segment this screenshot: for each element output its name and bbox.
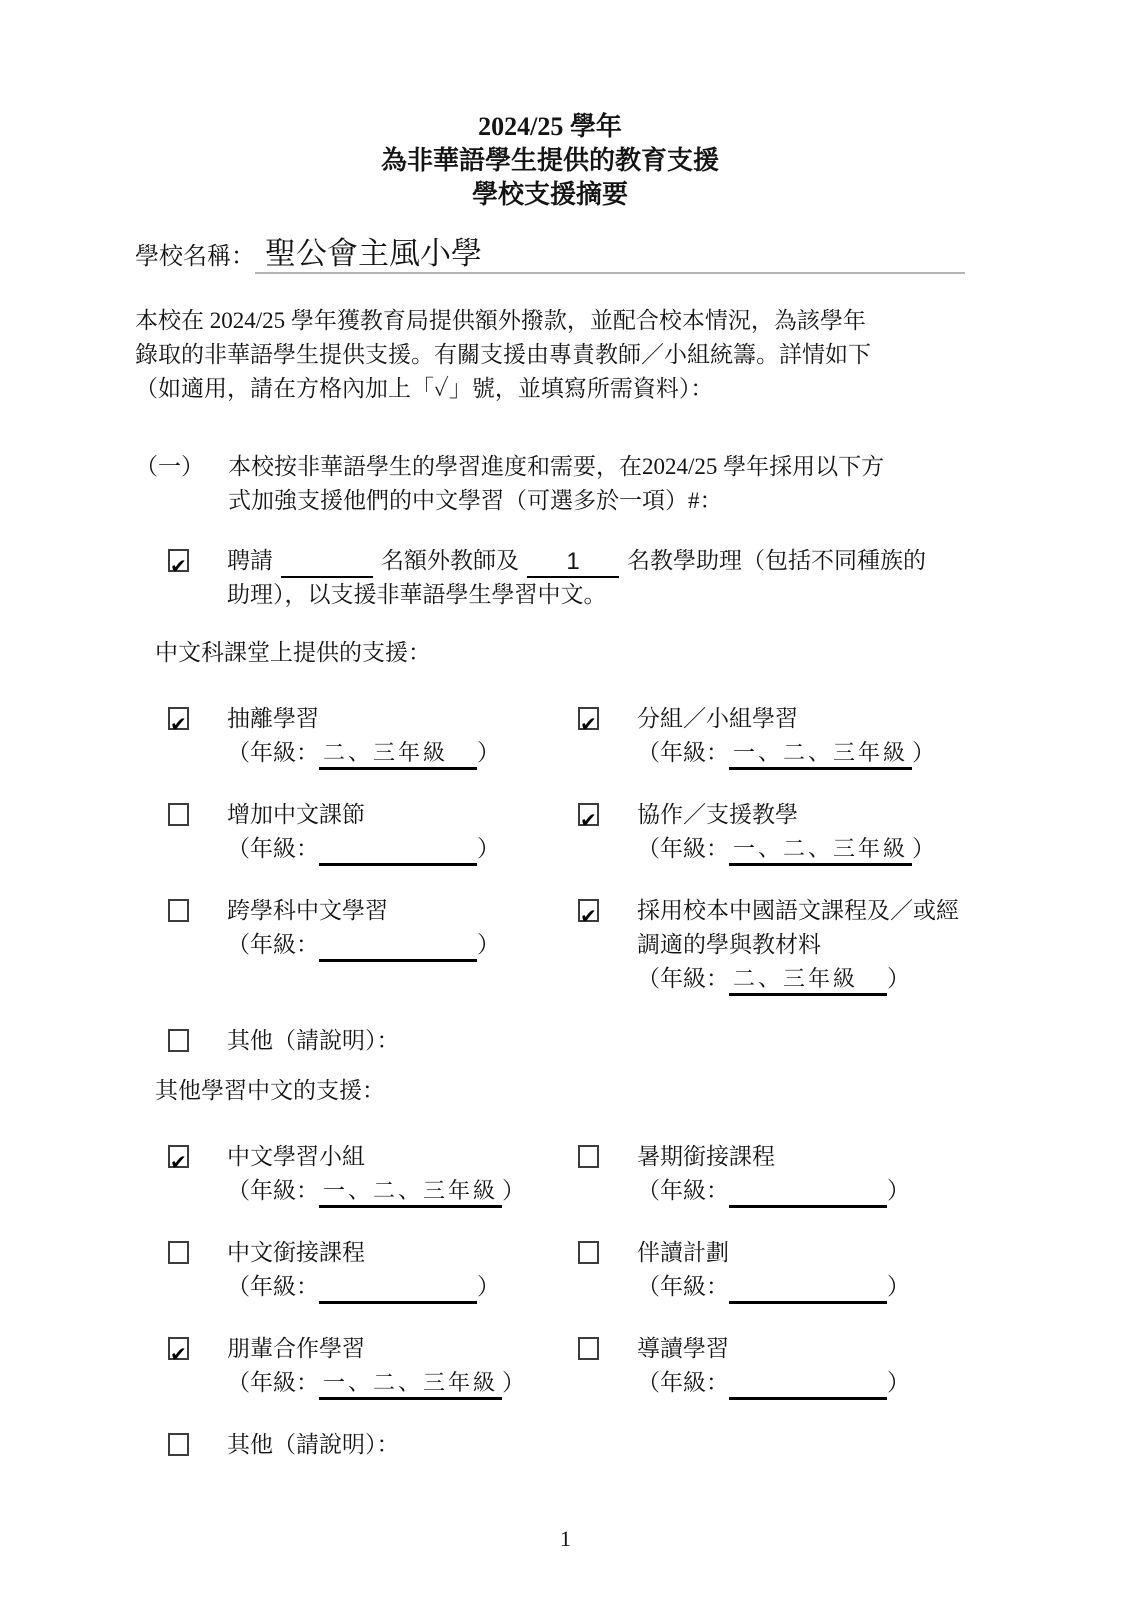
extra-teachers-count-field[interactable] bbox=[281, 548, 373, 578]
grade-prefix: （年級： bbox=[637, 836, 729, 861]
item-group-learning bbox=[545, 702, 965, 770]
item-chinese-learning-group bbox=[135, 1140, 545, 1208]
other-support-grid bbox=[135, 1140, 965, 1462]
school-name-row bbox=[135, 236, 965, 274]
item-reading-buddy bbox=[545, 1236, 965, 1304]
pullout-learning-checkbox[interactable] bbox=[168, 707, 189, 730]
item-summer-bridging bbox=[545, 1140, 965, 1208]
cross-curricular-chinese-checkbox[interactable] bbox=[168, 899, 189, 922]
section-one-line-2: 式加強支援他們的中文學習（可選多於一項）#： bbox=[228, 488, 723, 513]
document-title bbox=[135, 110, 965, 212]
item-chinese-bridging bbox=[135, 1236, 545, 1304]
grade-prefix: （年級： bbox=[227, 740, 319, 765]
grade-prefix: （年級： bbox=[227, 836, 319, 861]
grade-prefix: （年級： bbox=[637, 1178, 729, 1203]
school-based-curriculum-grade-field[interactable]: 二、三年級 bbox=[729, 964, 887, 996]
grade-suffix: ） bbox=[502, 1370, 526, 1395]
teaching-assistants-count-field[interactable]: 1 bbox=[527, 548, 619, 578]
grade-suffix: ） bbox=[887, 966, 910, 991]
grade-suffix: ） bbox=[502, 1178, 526, 1203]
item-co-teaching bbox=[545, 798, 965, 866]
hire-seg1: 聘請 bbox=[227, 548, 273, 573]
title-line-programme: 為非華語學生提供的教育支援 bbox=[380, 146, 719, 175]
peer-learning-checkbox[interactable] bbox=[168, 1337, 189, 1360]
extra-chinese-lessons-checkbox[interactable] bbox=[168, 803, 189, 826]
reading-buddy-grade-field[interactable] bbox=[729, 1272, 887, 1304]
item-cross-curricular-chinese bbox=[135, 894, 545, 996]
grade-suffix: ） bbox=[912, 836, 936, 861]
grade-suffix: ） bbox=[887, 1370, 910, 1395]
peer-learning-grade-field[interactable]: 一、二、三年級 bbox=[319, 1368, 502, 1400]
grade-suffix: ） bbox=[477, 1274, 500, 1299]
intro-line-3: （如適用，請在方格內加上「✓」號，並填寫所需資料）： bbox=[135, 376, 714, 401]
hire-seg3: 名教學助理（包括不同種族的 bbox=[627, 548, 926, 573]
item-label: 導讀學習 bbox=[637, 1336, 729, 1361]
item-label: 其他（請說明）： bbox=[227, 1028, 400, 1053]
classroom-support-heading: 中文科課堂上提供的支援： bbox=[155, 640, 431, 665]
item-label: 分組／小組學習 bbox=[637, 706, 798, 731]
item-extra-chinese-lessons bbox=[135, 798, 545, 866]
grade-prefix: （年級： bbox=[637, 1370, 729, 1395]
item-pullout-learning bbox=[135, 702, 545, 770]
co-teaching-grade-field[interactable]: 一、二、三年級 bbox=[729, 834, 912, 866]
classroom-support-grid bbox=[135, 702, 965, 1058]
item-label: 伴讀計劃 bbox=[637, 1240, 729, 1265]
school-name-field[interactable]: 聖公會主風小學 bbox=[255, 236, 965, 274]
hire-staff-item bbox=[135, 544, 965, 612]
chinese-bridging-checkbox[interactable] bbox=[168, 1241, 189, 1264]
title-line-year: 2024/25 學年 bbox=[478, 112, 622, 141]
co-teaching-checkbox[interactable] bbox=[578, 803, 599, 826]
item-label: 中文銜接課程 bbox=[227, 1240, 365, 1265]
item-other-support-other bbox=[135, 1428, 545, 1462]
summer-bridging-grade-field[interactable] bbox=[729, 1176, 887, 1208]
section-one-heading bbox=[135, 450, 965, 518]
grade-prefix: （年級： bbox=[227, 932, 319, 957]
item-label: 採用校本中國語文課程及／或經調適的學與教材料 bbox=[637, 898, 959, 957]
grade-prefix: （年級： bbox=[637, 740, 729, 765]
chinese-bridging-grade-field[interactable] bbox=[319, 1272, 477, 1304]
guided-reading-grade-field[interactable] bbox=[729, 1368, 887, 1400]
grade-suffix: ） bbox=[912, 740, 936, 765]
title-line-summary: 學校支援摘要 bbox=[471, 180, 628, 209]
item-label: 抽離學習 bbox=[227, 706, 319, 731]
grade-prefix: （年級： bbox=[227, 1370, 319, 1395]
section-one-line-1: 本校按非華語學生的學習進度和需要，在2024/25 學年採用以下方 bbox=[228, 454, 885, 479]
item-school-based-curriculum bbox=[545, 894, 965, 996]
section-one-text bbox=[228, 450, 965, 518]
item-label: 朋輩合作學習 bbox=[227, 1336, 365, 1361]
classroom-other-checkbox[interactable] bbox=[168, 1029, 189, 1052]
hire-seg2: 名額外教師及 bbox=[381, 548, 519, 573]
reading-buddy-checkbox[interactable] bbox=[578, 1241, 599, 1264]
intro-paragraph bbox=[135, 304, 965, 406]
section-one-marker: （一） bbox=[135, 454, 204, 479]
grade-suffix: ） bbox=[477, 836, 500, 861]
item-label: 暑期銜接課程 bbox=[637, 1144, 775, 1169]
intro-line-2: 錄取的非華語學生提供支援。有關支援由專責教師／小組統籌。詳情如下 bbox=[135, 342, 871, 367]
intro-line-1: 本校在 2024/25 學年獲教育局提供額外撥款，並配合校本情況，為該學年 bbox=[135, 308, 866, 333]
grade-prefix: （年級： bbox=[637, 1274, 729, 1299]
grade-suffix: ） bbox=[887, 1274, 910, 1299]
other-support-other-checkbox[interactable] bbox=[168, 1433, 189, 1456]
hire-staff-checkbox[interactable] bbox=[168, 549, 189, 572]
other-support-heading: 其他學習中文的支援： bbox=[155, 1078, 385, 1103]
hire-staff-text bbox=[227, 544, 965, 612]
hire-seg4: 助理），以支援非華語學生學習中文。 bbox=[227, 582, 607, 607]
page-number: 1 bbox=[560, 1526, 571, 1551]
item-label: 其他（請說明）： bbox=[227, 1432, 400, 1457]
cross-curricular-chinese-grade-field[interactable] bbox=[319, 930, 477, 962]
grade-suffix: ） bbox=[887, 1178, 910, 1203]
chinese-learning-group-checkbox[interactable] bbox=[168, 1145, 189, 1168]
item-label: 協作／支援教學 bbox=[637, 802, 798, 827]
item-label: 跨學科中文學習 bbox=[227, 898, 388, 923]
grade-suffix: ） bbox=[477, 740, 500, 765]
school-name-label: 學校名稱： bbox=[135, 244, 255, 270]
extra-chinese-lessons-grade-field[interactable] bbox=[319, 834, 477, 866]
grade-prefix: （年級： bbox=[637, 966, 729, 991]
item-label: 增加中文課節 bbox=[227, 802, 365, 827]
summer-bridging-checkbox[interactable] bbox=[578, 1145, 599, 1168]
item-classroom-other bbox=[135, 1024, 545, 1058]
group-learning-checkbox[interactable] bbox=[578, 707, 599, 730]
grade-prefix: （年級： bbox=[227, 1178, 319, 1203]
school-based-curriculum-checkbox[interactable] bbox=[578, 899, 599, 922]
item-guided-reading bbox=[545, 1332, 965, 1400]
group-learning-grade-field[interactable]: 一、二、三年級 bbox=[729, 738, 912, 770]
grade-prefix: （年級： bbox=[227, 1274, 319, 1299]
pullout-learning-grade-field[interactable]: 二、三年級 bbox=[319, 738, 477, 770]
item-label: 中文學習小組 bbox=[227, 1144, 365, 1169]
guided-reading-checkbox[interactable] bbox=[578, 1337, 599, 1360]
item-peer-learning bbox=[135, 1332, 545, 1400]
chinese-learning-group-grade-field[interactable]: 一、二、三年級 bbox=[319, 1176, 502, 1208]
grade-suffix: ） bbox=[477, 932, 500, 957]
